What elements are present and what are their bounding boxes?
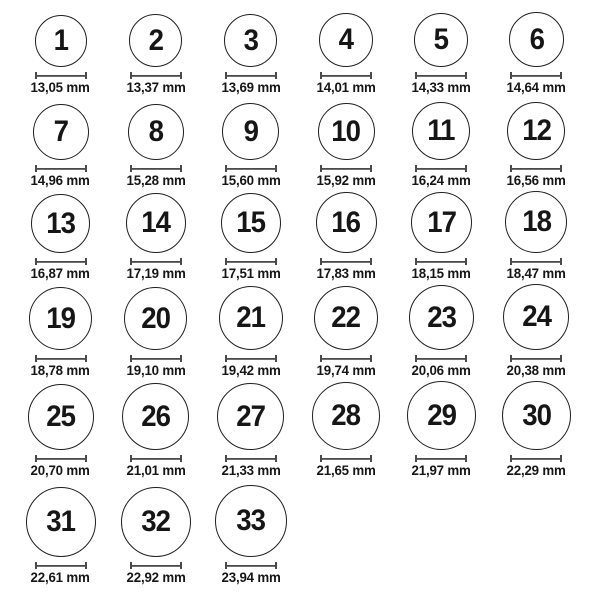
diameter-label: 19,74 mm xyxy=(316,362,376,378)
ring-circle xyxy=(409,285,474,350)
diameter-label: 21,33 mm xyxy=(221,462,281,478)
ring-size-number: 24 xyxy=(521,300,551,333)
ring-size-item xyxy=(108,0,203,94)
ring-size-item xyxy=(13,377,108,477)
ring-size-item xyxy=(489,377,584,477)
diameter-label: 15,92 mm xyxy=(316,172,376,188)
ring-circle xyxy=(29,287,92,350)
diameter-dimension-line xyxy=(35,165,87,172)
diameter-dimension-line xyxy=(35,355,87,362)
diameter-label: 13,05 mm xyxy=(31,79,91,95)
ring-circle xyxy=(35,15,87,67)
ring-size-item xyxy=(298,94,393,187)
ring-size-number: 29 xyxy=(426,398,456,432)
ring-size-item xyxy=(203,477,298,584)
ring-size-item xyxy=(394,0,489,94)
ring-size-number: 22 xyxy=(331,301,361,334)
diameter-label: 14,64 mm xyxy=(506,79,566,95)
diameter-label: 21,65 mm xyxy=(316,462,376,478)
ring-size-number: 23 xyxy=(426,300,456,334)
diameter-label: 23,94 mm xyxy=(221,569,281,585)
ring-size-number: 16 xyxy=(331,205,361,239)
diameter-dimension-line xyxy=(225,355,277,362)
diameter-label: 18,47 mm xyxy=(506,265,566,281)
diameter-dimension-line xyxy=(510,455,562,462)
ring-size-number: 8 xyxy=(148,115,163,148)
diameter-label: 16,24 mm xyxy=(411,172,471,188)
diameter-dimension-line xyxy=(510,72,562,79)
ring-size-item xyxy=(108,280,203,377)
ring-circle xyxy=(215,485,287,557)
diameter-label: 14,33 mm xyxy=(411,79,471,95)
diameter-dimension-line xyxy=(320,355,372,362)
ring-size-number: 14 xyxy=(141,206,171,239)
ring-size-item xyxy=(394,377,489,477)
diameter-label: 19,42 mm xyxy=(221,362,281,378)
diameter-dimension-line xyxy=(415,165,467,172)
ring-size-item xyxy=(13,187,108,280)
ring-size-item xyxy=(108,477,203,584)
ring-size-number: 10 xyxy=(331,114,361,148)
ring-size-number: 3 xyxy=(243,23,259,57)
ring-circle xyxy=(28,384,94,450)
ring-size-number: 28 xyxy=(331,399,361,432)
ring-size-item xyxy=(13,94,108,187)
ring-size-number: 19 xyxy=(46,301,76,335)
diameter-dimension-line xyxy=(35,562,87,569)
diameter-dimension-line xyxy=(225,72,277,79)
ring-circle xyxy=(314,286,378,350)
diameter-label: 20,06 mm xyxy=(411,362,471,378)
ring-size-item xyxy=(203,0,298,94)
ring-size-number: 4 xyxy=(338,23,354,56)
ring-size-item xyxy=(489,0,584,94)
ring-size-item xyxy=(108,94,203,187)
ring-size-item xyxy=(394,187,489,280)
diameter-dimension-line xyxy=(35,455,87,462)
ring-circle xyxy=(505,191,567,253)
ring-size-number: 9 xyxy=(243,114,259,148)
diameter-label: 21,01 mm xyxy=(126,462,186,478)
ring-circle xyxy=(217,383,284,450)
ring-circle xyxy=(312,382,380,450)
ring-size-number: 2 xyxy=(148,23,163,57)
ring-circle xyxy=(222,103,279,160)
diameter-label: 21,97 mm xyxy=(411,462,471,478)
ring-size-item xyxy=(489,280,584,377)
ring-size-item xyxy=(489,187,584,280)
diameter-label: 13,37 mm xyxy=(126,79,186,95)
diameter-dimension-line xyxy=(130,455,182,462)
ring-size-item xyxy=(298,377,393,477)
ring-circle xyxy=(412,102,470,160)
diameter-label: 22,92 mm xyxy=(126,569,186,585)
ring-circle xyxy=(414,13,468,67)
ring-circle xyxy=(502,381,571,450)
ring-circle xyxy=(503,284,569,350)
diameter-dimension-line xyxy=(130,165,182,172)
diameter-dimension-line xyxy=(130,72,182,79)
diameter-dimension-line xyxy=(510,165,562,172)
diameter-dimension-line xyxy=(225,165,277,172)
ring-size-item xyxy=(394,94,489,187)
ring-size-item xyxy=(489,94,584,187)
diameter-label: 19,10 mm xyxy=(126,362,186,378)
diameter-label: 22,29 mm xyxy=(506,462,566,478)
diameter-dimension-line xyxy=(320,258,372,265)
ring-circle xyxy=(224,14,277,67)
diameter-dimension-line xyxy=(130,258,182,265)
ring-circle xyxy=(124,287,187,350)
ring-circle xyxy=(129,14,182,67)
diameter-dimension-line xyxy=(320,165,372,172)
diameter-label: 17,83 mm xyxy=(316,265,376,281)
diameter-label: 17,19 mm xyxy=(126,265,186,281)
diameter-dimension-line xyxy=(320,72,372,79)
diameter-label: 14,01 mm xyxy=(316,79,376,95)
ring-size-number: 11 xyxy=(427,114,455,147)
ring-size-number: 1 xyxy=(53,24,68,57)
ring-size-item xyxy=(298,0,393,94)
diameter-dimension-line xyxy=(225,455,277,462)
ring-size-item xyxy=(203,377,298,477)
diameter-label: 16,56 mm xyxy=(506,172,566,188)
ring-size-number: 12 xyxy=(521,114,551,147)
diameter-label: 18,78 mm xyxy=(31,362,91,378)
ring-circle xyxy=(221,193,281,253)
ring-size-item xyxy=(13,0,108,94)
diameter-label: 18,15 mm xyxy=(411,265,471,281)
ring-circle xyxy=(31,194,90,253)
diameter-label: 17,51 mm xyxy=(221,265,281,281)
ring-size-number: 25 xyxy=(46,400,76,433)
diameter-dimension-line xyxy=(35,72,87,79)
ring-size-number: 33 xyxy=(236,504,266,537)
ring-circle xyxy=(126,193,186,253)
diameter-dimension-line xyxy=(415,355,467,362)
ring-size-number: 17 xyxy=(426,205,456,239)
diameter-dimension-line xyxy=(130,562,182,569)
diameter-dimension-line xyxy=(415,455,467,462)
diameter-label: 20,38 mm xyxy=(506,362,566,378)
ring-circle xyxy=(316,192,377,253)
ring-size-number: 21 xyxy=(236,301,266,334)
ring-size-item xyxy=(13,477,108,584)
ring-circle xyxy=(219,286,283,350)
ring-size-number: 20 xyxy=(141,301,171,335)
ring-size-item xyxy=(13,280,108,377)
ring-size-item xyxy=(108,377,203,477)
ring-size-number: 5 xyxy=(434,23,449,56)
ring-circle xyxy=(122,383,189,450)
ring-size-number: 13 xyxy=(46,206,76,240)
ring-circle xyxy=(26,487,96,557)
ring-circle xyxy=(33,104,89,160)
ring-circle xyxy=(407,381,476,450)
diameter-dimension-line xyxy=(510,258,562,265)
diameter-label: 13,69 mm xyxy=(221,79,281,95)
ring-size-number: 32 xyxy=(141,505,171,538)
diameter-dimension-line xyxy=(130,355,182,362)
ring-circle xyxy=(509,12,564,67)
diameter-label: 16,87 mm xyxy=(31,265,91,281)
ring-size-number: 31 xyxy=(46,505,76,538)
diameter-dimension-line xyxy=(320,455,372,462)
ring-size-item xyxy=(203,280,298,377)
ring-size-number: 26 xyxy=(141,399,171,433)
diameter-dimension-line xyxy=(510,355,562,362)
ring-size-number: 15 xyxy=(236,206,266,239)
ring-size-item xyxy=(203,94,298,187)
ring-size-number: 18 xyxy=(521,205,551,238)
diameter-dimension-line xyxy=(35,258,87,265)
diameter-dimension-line xyxy=(225,258,277,265)
ring-size-number: 6 xyxy=(529,22,544,56)
diameter-label: 22,61 mm xyxy=(31,569,91,585)
diameter-dimension-line xyxy=(225,562,277,569)
ring-circle xyxy=(507,102,565,160)
diameter-label: 15,28 mm xyxy=(126,172,186,188)
ring-circle xyxy=(128,104,184,160)
ring-size-item xyxy=(203,187,298,280)
ring-size-item xyxy=(298,280,393,377)
diameter-dimension-line xyxy=(415,258,467,265)
ring-size-item xyxy=(394,280,489,377)
ring-size-number: 7 xyxy=(53,115,68,148)
diameter-dimension-line xyxy=(415,72,467,79)
ring-circle xyxy=(319,13,373,67)
ring-size-item xyxy=(108,187,203,280)
diameter-label: 14,96 mm xyxy=(31,172,91,188)
ring-circle xyxy=(411,192,472,253)
ring-size-item xyxy=(298,187,393,280)
ring-circle xyxy=(121,487,191,557)
ring-circle xyxy=(318,103,375,160)
diameter-label: 15,60 mm xyxy=(221,172,281,188)
diameter-label: 20,70 mm xyxy=(31,462,91,478)
ring-size-number: 27 xyxy=(236,399,266,433)
ring-size-number: 30 xyxy=(521,398,551,432)
